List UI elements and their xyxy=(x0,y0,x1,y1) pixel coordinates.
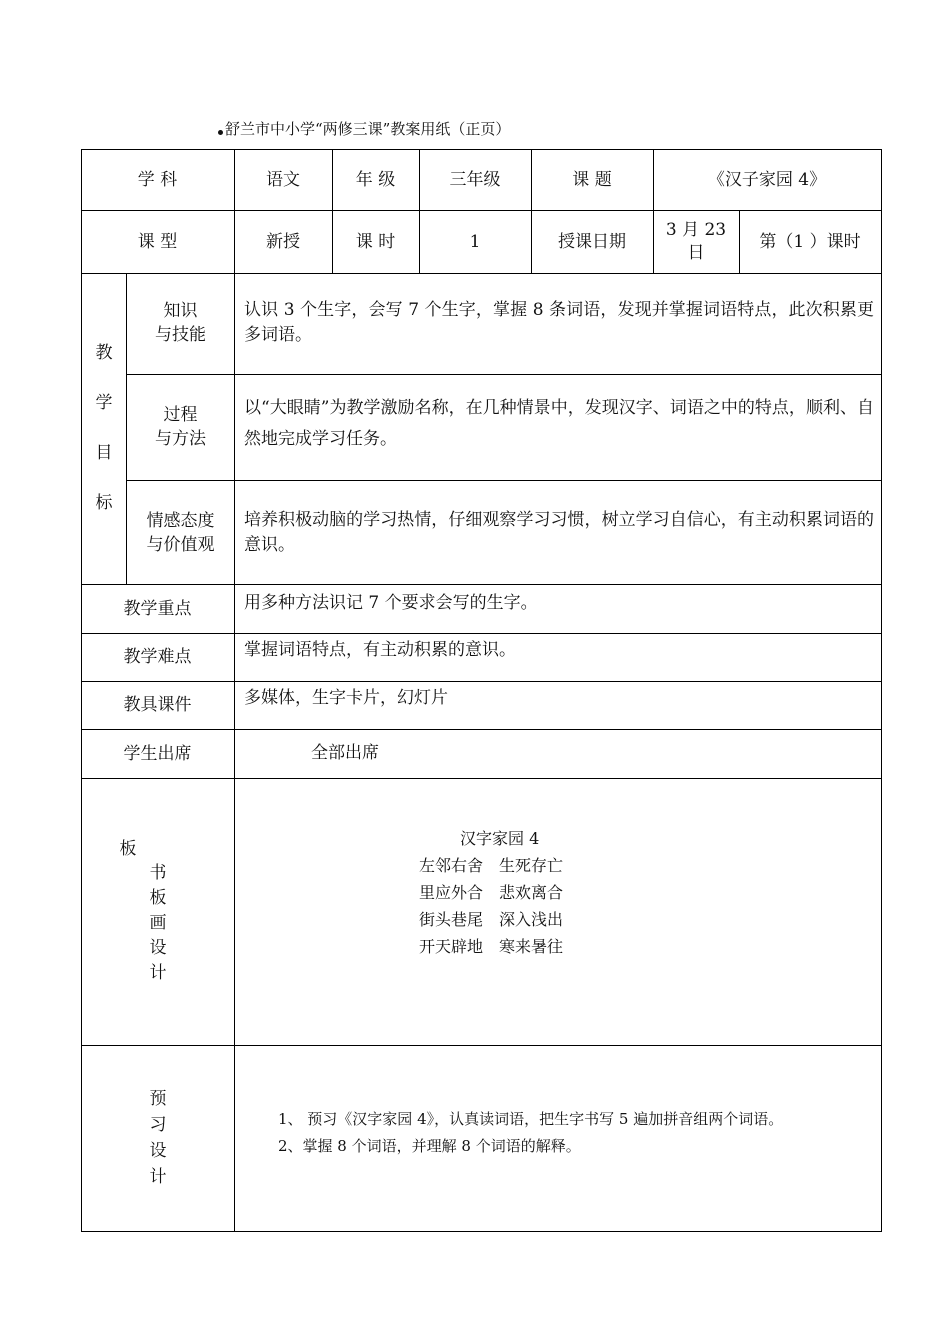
grid-line xyxy=(234,149,235,1232)
knowledge-label xyxy=(127,297,234,349)
bullet-dot xyxy=(218,130,223,135)
grid-line xyxy=(81,1045,882,1046)
grade-label: 年 级 xyxy=(355,169,396,190)
board-line: 左邻右舍 生死存亡 xyxy=(419,856,564,875)
grid-line xyxy=(126,374,882,375)
subject-value: 语文 xyxy=(266,169,300,190)
board-label-char: 板 xyxy=(119,839,137,859)
label-char: 画 xyxy=(149,913,167,933)
board-line: 里应外合 悲欢离合 xyxy=(419,883,564,902)
board-title: 汉字家园 4 xyxy=(460,829,540,848)
label-char: 标 xyxy=(95,493,113,513)
topic-label: 课 题 xyxy=(572,169,612,190)
preview-item: 1、 预习《汉字家园 4》，认真读词语，把生字书写 5 遍加拼音组两个词语。 xyxy=(278,1110,784,1128)
difficulties-label: 教学难点 xyxy=(123,647,192,667)
label-line: 与价值观 xyxy=(146,535,215,555)
board-line: 街头巷尾 深入浅出 xyxy=(419,910,564,929)
grade-value: 三年级 xyxy=(449,169,501,190)
subject-label: 学 科 xyxy=(137,169,178,190)
materials-text: 多媒体，生字卡片，幻灯片 xyxy=(244,688,448,708)
key-points-label: 教学重点 xyxy=(123,598,192,619)
difficulties-text: 掌握词语特点，有主动积累的意识。 xyxy=(244,640,516,660)
label-line: 过程 xyxy=(163,405,198,425)
type-value: 新授 xyxy=(266,231,300,252)
knowledge-text: 认识 3 个生字，会写 7 个生字，掌握 8 条词语，发现并掌握词语特点，此次积累更多词语。 xyxy=(244,300,874,345)
label-line: 与方法 xyxy=(155,429,206,449)
label-line: 与技能 xyxy=(155,325,206,345)
preview-item: 2、掌握 8 个词语，并理解 8 个词语的解释。 xyxy=(278,1137,581,1155)
grid-line xyxy=(81,273,882,274)
grid-line xyxy=(81,778,882,779)
label-char: 板 xyxy=(149,888,167,908)
label-char: 学 xyxy=(95,393,113,413)
emotion-text: 培养积极动脑的学习热情，仔细观察学习习惯，树立学习自信心，有主动积累词语的意识。 xyxy=(244,510,874,555)
preview-label xyxy=(148,1086,168,1190)
label-char: 计 xyxy=(149,1167,167,1187)
header-title: 舒兰市中小学“两修三课”教案用纸（正页） xyxy=(225,120,511,138)
lesson-plan-table xyxy=(81,149,882,1232)
topic-value: 《汉子家园 4》 xyxy=(707,169,827,190)
type-label: 课 型 xyxy=(137,231,178,252)
hours-label: 课 时 xyxy=(355,231,396,252)
process-text: 以“大眼睛”为教学激励名称，在几种情景中，发现汉字、词语之中的特点，顺利、自然地完成学习任务。 xyxy=(244,398,874,449)
label-char: 计 xyxy=(149,963,167,983)
label-char: 预 xyxy=(149,1089,167,1109)
key-points-text: 用多种方法识记 7 个要求会写的生字。 xyxy=(244,593,538,613)
attendance-text: 全部出席 xyxy=(311,743,379,763)
period-value: 第（1 ）课时 xyxy=(759,231,861,252)
label-char: 教 xyxy=(95,343,113,363)
date-label: 授课日期 xyxy=(558,231,626,252)
grid-line xyxy=(881,149,882,1232)
label-char: 习 xyxy=(149,1115,167,1135)
date-value: 3 月 23 日 xyxy=(665,219,727,263)
hours-value: 1 xyxy=(469,231,481,252)
label-char: 设 xyxy=(149,938,167,958)
label-line: 情感态度 xyxy=(146,511,215,531)
label-char: 设 xyxy=(149,1141,167,1161)
board-lines xyxy=(419,852,563,960)
label-char: 书 xyxy=(149,863,167,883)
materials-label: 教具课件 xyxy=(123,695,192,715)
label-line: 知识 xyxy=(163,301,198,321)
objectives-group-label xyxy=(94,341,114,541)
grid-line xyxy=(81,1231,882,1232)
page-header xyxy=(218,118,510,139)
label-char: 目 xyxy=(95,443,113,463)
board-line: 开天辟地 寒来暑往 xyxy=(419,937,564,956)
board-label-rest xyxy=(148,861,168,986)
emotion-label xyxy=(127,507,234,559)
process-label xyxy=(127,401,234,453)
grid-line xyxy=(126,480,882,481)
preview-items xyxy=(278,1106,783,1160)
attendance-label: 学生出席 xyxy=(123,743,192,764)
